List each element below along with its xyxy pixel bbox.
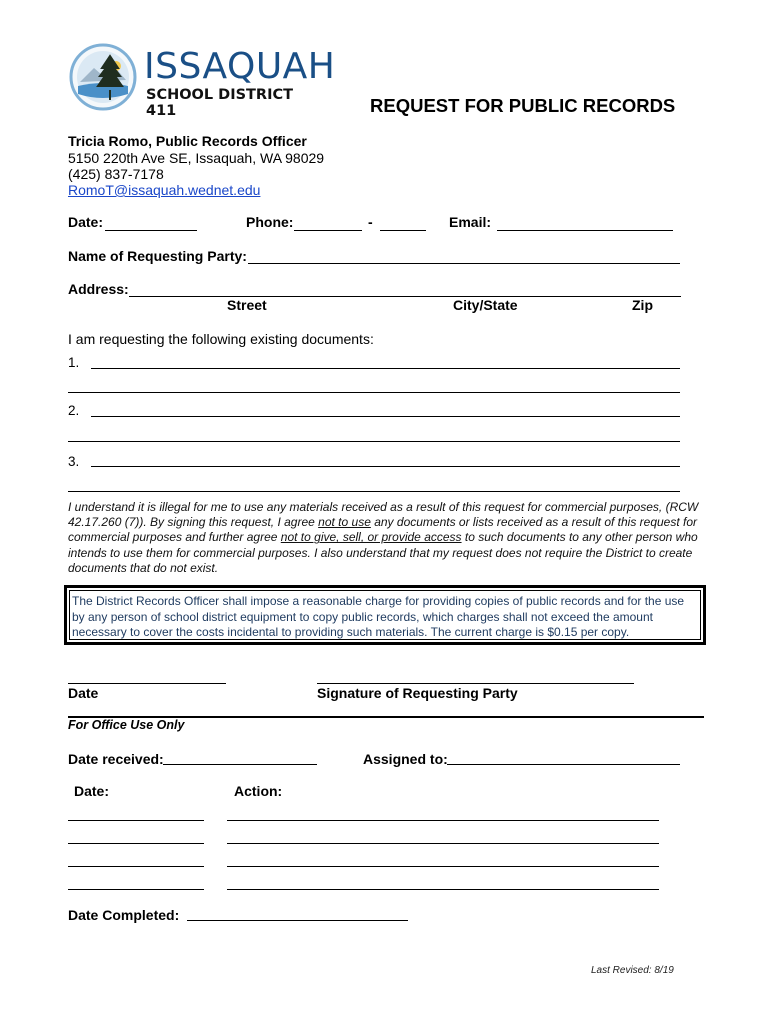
phone-area-input[interactable]	[294, 230, 362, 231]
date-completed-input[interactable]	[187, 920, 408, 921]
email-label: Email:	[449, 214, 492, 230]
logo-name: ISSAQUAH	[144, 46, 336, 87]
last-revised: Last Revised: 8/19	[591, 965, 674, 976]
zip-label: Zip	[632, 297, 653, 313]
charge-notice-text: The District Records Officer shall impose a reasonable charge for providing copies of public records and for the use by any person of school district equipment to copy public records, which charges shall not exceed the amount necessary to cover the costs incidental to providing such materials. The current charge is $0.15 per copy.	[69, 590, 701, 640]
request-item-3-line-1[interactable]	[91, 466, 680, 467]
office-use-heading: For Office Use Only	[68, 718, 185, 732]
office-action-line-2[interactable]	[227, 843, 659, 844]
signature-label: Signature of Requesting Party	[317, 685, 518, 701]
request-item-1-line-2[interactable]	[68, 392, 680, 393]
address-input[interactable]	[129, 296, 681, 297]
statement-part-2: any documents or lists received as a result of this request for commercial purposes and further agree	[68, 515, 698, 545]
address-label: Address:	[68, 281, 129, 297]
signature-date-input[interactable]	[68, 683, 226, 684]
name-label: Name of Requesting Party:	[68, 248, 247, 264]
office-date-line-2[interactable]	[68, 843, 204, 844]
phone-number-input[interactable]	[380, 230, 426, 231]
signature-date-label: Date	[68, 685, 99, 701]
city-state-label: City/State	[453, 297, 518, 313]
request-item-number: 3.	[68, 454, 80, 469]
commercial-use-statement	[68, 500, 708, 576]
page-title: REQUEST FOR PUBLIC RECORDS	[370, 95, 676, 116]
office-date-label: Date:	[74, 783, 110, 799]
phone-label: Phone:	[246, 214, 294, 230]
statement-underline-1: not to use	[318, 515, 371, 530]
charge-notice-box	[64, 585, 706, 645]
request-item-number: 1.	[68, 355, 80, 370]
assigned-to-input[interactable]	[447, 764, 680, 765]
request-intro: I am requesting the following existing documents:	[68, 331, 374, 347]
signature-input[interactable]	[317, 683, 634, 684]
office-action-line-3[interactable]	[227, 866, 659, 867]
officer-phone: (425) 837-7178	[68, 166, 164, 182]
request-item-1-line-1[interactable]	[91, 368, 680, 369]
statement-part-1: I understand it is illegal for me to use any materials received as a result of this request for commercial purposes, (RCW 42.17.260 (7)). By signing this request, I agree	[68, 500, 699, 530]
email-input[interactable]	[497, 230, 673, 231]
date-completed-label: Date Completed:	[68, 907, 180, 923]
phone-separator: -	[368, 214, 373, 230]
logo-subtitle: SCHOOL DISTRICT 411	[146, 87, 294, 119]
request-item-2-line-2[interactable]	[68, 441, 680, 442]
office-date-line-3[interactable]	[68, 866, 204, 867]
logo-emblem-icon	[68, 42, 138, 112]
office-action-line-4[interactable]	[227, 889, 659, 890]
street-label: Street	[227, 297, 267, 313]
statement-part-3: to such documents to any other person who intends to use them for commercial purposes. I also understand that my request does not require the District to create documents that do not exist.	[68, 530, 698, 575]
office-date-line-4[interactable]	[68, 889, 204, 890]
officer-address: 5150 220th Ave SE, Issaquah, WA 98029	[68, 150, 325, 166]
officer-name: Tricia Romo, Public Records Officer	[68, 133, 307, 149]
office-action-label: Action:	[234, 783, 283, 799]
request-item-2-line-1[interactable]	[91, 416, 680, 417]
date-input[interactable]	[105, 230, 197, 231]
request-item-number: 2.	[68, 403, 80, 418]
request-item-3-line-2[interactable]	[68, 491, 680, 492]
officer-email-link[interactable]: RomoT@issaquah.wednet.edu	[68, 182, 261, 198]
district-logo	[68, 42, 336, 119]
name-input[interactable]	[248, 263, 680, 264]
date-label: Date:	[68, 214, 104, 230]
office-date-line-1[interactable]	[68, 820, 204, 821]
assigned-to-label: Assigned to:	[363, 751, 448, 767]
statement-underline-2: not to give, sell, or provide access	[280, 530, 462, 545]
date-received-label: Date received:	[68, 751, 164, 767]
date-received-input[interactable]	[163, 764, 317, 765]
office-action-line-1[interactable]	[227, 820, 659, 821]
